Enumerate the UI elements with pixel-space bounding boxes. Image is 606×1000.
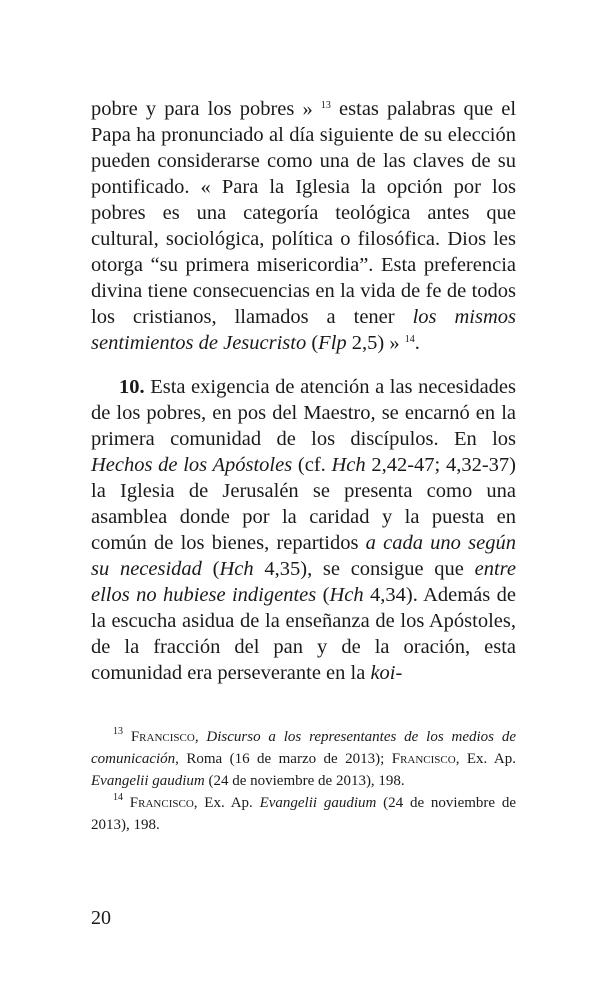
text-run: . [414,332,420,354]
italic-title: Discurso a los representantes de los medios de comunicación [91,729,516,767]
footnote-14 [91,792,516,836]
paragraph-number: 10. [119,376,145,398]
italic-title: Evangelii gaudium [91,773,205,789]
page-body [91,96,516,836]
text-run: ( [306,332,319,354]
author-name: Francisco [129,795,194,811]
text-run: , Ex. Ap. [193,795,260,811]
text-run: 4,35), se consigue que [253,558,475,580]
text-run: , Roma (16 de marzo de 2013); [175,751,392,767]
bible-ref-book: Hch [329,584,364,606]
author-name: Francisco [391,751,456,767]
paragraph-2 [91,374,516,686]
italic-quote: los mismos sentimientos de Jesucristo [91,306,517,354]
text-run: ( [316,584,330,606]
text-run: estas palabras que el Papa ha pronunciado al día siguiente de su elección pueden considerarse como una de las claves de su pontificado. « Para la Iglesia la opción por los pobres es una categoría teológica antes que cultural, sociológica, política o filosófica. Dios les otorga “su primera misericordia”. Esta preferencia divina tiene consecuencias en la vida de fe de todos los cristianos, llamados a tener [91,98,517,328]
footnote-13 [91,726,516,792]
text-run: ( [201,558,220,580]
text-run: pobre y para los pobres [91,98,295,120]
text-run: (24 de noviembre de 2013), 198. [91,795,516,833]
text-run: 4,34). Además de la escucha asidua de la enseñanza de los Apóstoles, de la fracción del pan y de la oración, esta comunidad era perseverante en la [91,584,516,684]
bible-ref-book: Hch [219,558,254,580]
text-run: Esta exigencia de atención a las necesidades de los pobres, en pos del Maestro, se encarnó en la primera comunidad de los discípulos. En los [91,376,516,450]
bible-ref-book: Flp [318,332,347,354]
footnote-ref-14[interactable]: 14 [404,334,415,345]
footnotes [91,726,516,836]
text-run: 2,5) » [346,332,405,354]
bible-ref-book: Hch [331,454,366,476]
italic-quote: a cada uno según su necesidad [91,532,516,580]
footnote-ref-13[interactable]: 13 [320,100,331,111]
text-run: » [294,98,321,120]
text-run: (24 de noviembre de 2013), 198. [204,773,405,789]
page-number: 20 [91,907,111,929]
text-run: , [194,729,207,745]
footnote-marker: 14 [113,792,123,803]
footnote-marker: 13 [113,726,123,737]
text-run: , Ex. Ap. [455,751,516,767]
italic-title: Hechos de los Apóstoles [91,454,293,476]
author-name: Francisco [130,729,195,745]
italic-title: Evangelii gaudium [259,795,377,811]
italic-quote: entre ellos no hubiese indigentes [91,558,517,606]
text-run: 2,42-47; 4,32-37) la Iglesia de Jerusalén se presenta como una asamblea donde por la caridad y la puesta en común de los bienes, repartidos [91,454,516,554]
italic-word: koi- [370,662,403,684]
paragraph-1 [91,96,516,356]
text-run: (cf. [292,454,332,476]
